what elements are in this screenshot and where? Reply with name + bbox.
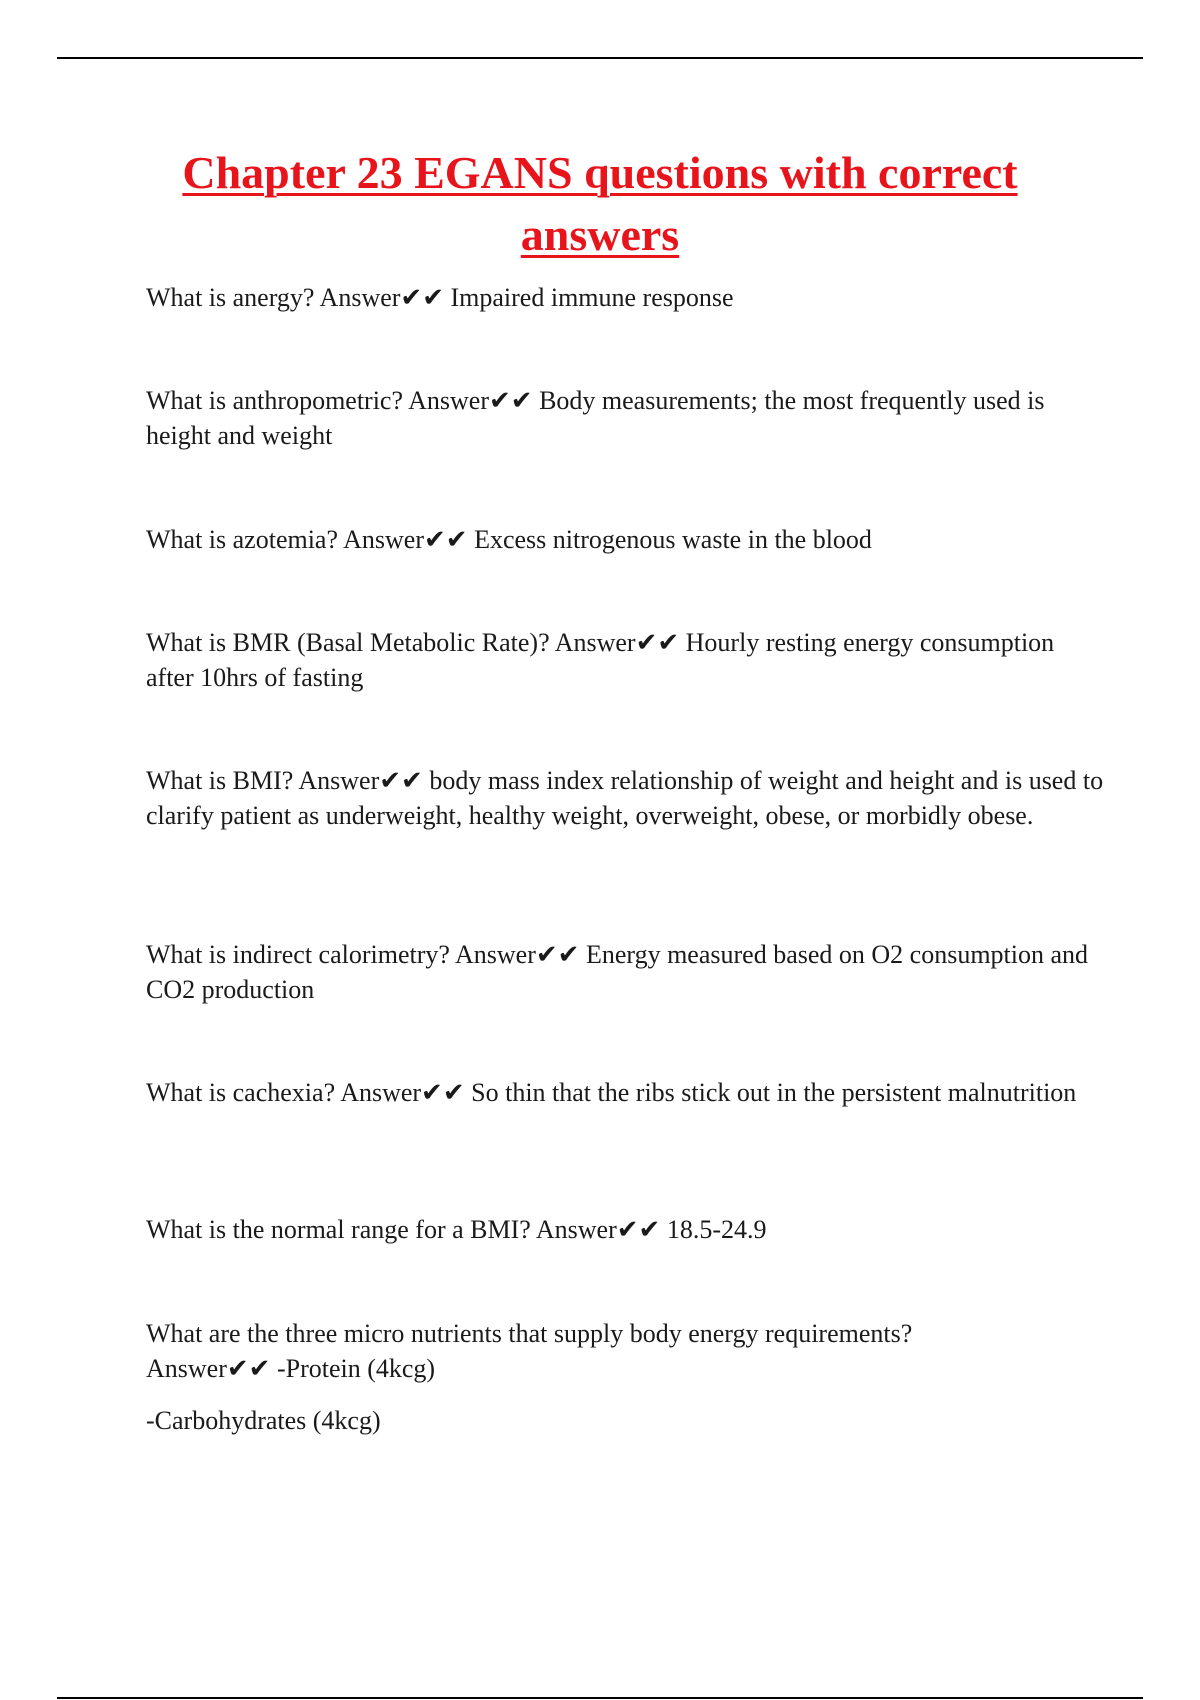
page-title: Chapter 23 EGANS questions with correct answers (182, 147, 1018, 260)
qa-item-4: What is BMR (Basal Metabolic Rate)? Answer✔✔ Hourly resting energy consumption after 10hrs of fasting (146, 628, 1055, 692)
bottom-rule (57, 1697, 1143, 1699)
qa-item-5: What is BMI? Answer✔✔ body mass index relationship of weight and height and is used to clarify patient as underweight, healthy weight, overweight, obese, or morbidly obese. (146, 766, 1104, 830)
qa-item-9-continuation: -Carbohydrates (4kcg) (146, 1406, 381, 1435)
qa-item-9: What are the three micro nutrients that supply body energy requirements? Answer✔✔ -Protein (4kcg) (146, 1319, 913, 1383)
qa-item-1: What is anergy? Answer✔✔ Impaired immune response (146, 283, 734, 312)
qa-item-7: What is cachexia? Answer✔✔ So thin that the ribs stick out in the persistent malnutrition (146, 1078, 1077, 1107)
qa-item-6: What is indirect calorimetry? Answer✔✔ Energy measured based on O2 consumption and CO2 production (146, 940, 1089, 1004)
qa-item-8: What is the normal range for a BMI? Answer✔✔ 18.5-24.9 (146, 1215, 767, 1244)
qa-item-2: What is anthropometric? Answer✔✔ Body measurements; the most frequently used is height and weight (146, 386, 1045, 450)
top-rule (57, 57, 1143, 59)
qa-item-3: What is azotemia? Answer✔✔ Excess nitrogenous waste in the blood (146, 525, 872, 554)
